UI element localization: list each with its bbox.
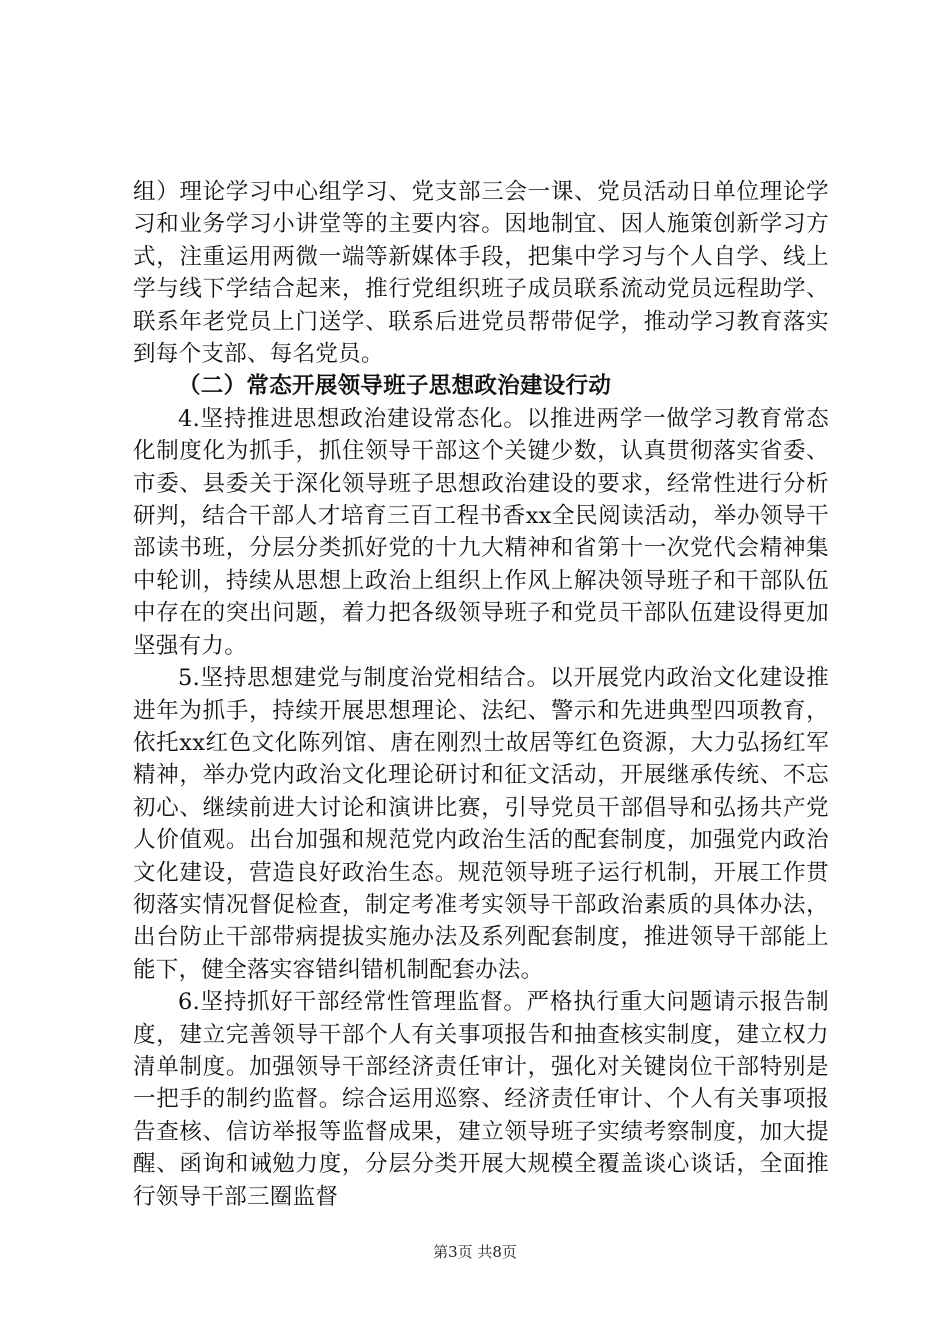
- paragraph-item-6: 6.坚持抓好干部经常性管理监督。严格执行重大问题请示报告制度，建立完善领导干部个人有关事项报告和抽查核实制度，建立权力清单制度。加强领导干部经济责任审计，强化对关键岗位干部特别是一把手的制约监督。综合运用巡察、经济责任审计、个人有关事项报告查核、信访举报等监督成果，建立领导班子实绩考察制度，加大提醒、函询和诫勉力度，分层分类开展大规模全覆盖谈心谈话，全面推行领导干部三圈监督: [133, 989, 829, 1210]
- page-footer: 第3页 共8页: [433, 1243, 517, 1261]
- paragraph-item-4: 4.坚持推进思想政治建设常态化。以推进两学一做学习教育常态化制度化为抓手，抓住领导干部这个关键少数，认真贯彻落实省委、市委、县委关于深化领导班子思想政治建设的要求，经常性进行分析研判，结合干部人才培育三百工程书香xx全民阅读活动，举办领导干部读书班，分层分类抓好党的十九大精神和省第十一次党代会精神集中轮训，持续从思想上政治上组织上作风上解决领导班子和干部队伍中存在的突出问题，着力把各级领导班子和党员干部队伍建设得更加坚强有力。: [133, 405, 829, 659]
- paragraph-continuation: 组）理论学习中心组学习、党支部三会一课、党员活动日单位理论学习和业务学习小讲堂等的主要内容。因地制宜、因人施策创新学习方式，注重运用两微一端等新媒体手段，把集中学习与个人自学、线上学与线下学结合起来，推行党组织班子成员联系流动党员远程助学、联系年老党员上门送学、联系后进党员帮带促学，推动学习教育落实到每个支部、每名党员。: [133, 179, 829, 368]
- paragraph-item-5: 5.坚持思想建党与制度治党相结合。以开展党内政治文化建设推进年为抓手，持续开展思想理论、法纪、警示和先进典型四项教育，依托xx红色文化陈列馆、唐在刚烈士故居等红色资源，大力弘扬红军精神，举办党内政治文化理论研讨和征文活动，开展继承传统、不忘初心、继续前进大讨论和演讲比赛，引导党员干部倡导和弘扬共产党人价值观。出台加强和规范党内政治生活的配套制度，加强党内政治文化建设，营造良好政治生态。规范领导班子运行机制，开展工作贯彻落实情况督促检查，制定考准考实领导干部政治素质的具体办法，出台防止干部带病提拔实施办法及系列配套制度，推进领导干部能上能下，健全落实容错纠错机制配套办法。: [133, 665, 829, 983]
- document-body: [133, 176, 829, 1213]
- section-heading: （二）常态开展领导班子思想政治建设行动: [178, 373, 612, 400]
